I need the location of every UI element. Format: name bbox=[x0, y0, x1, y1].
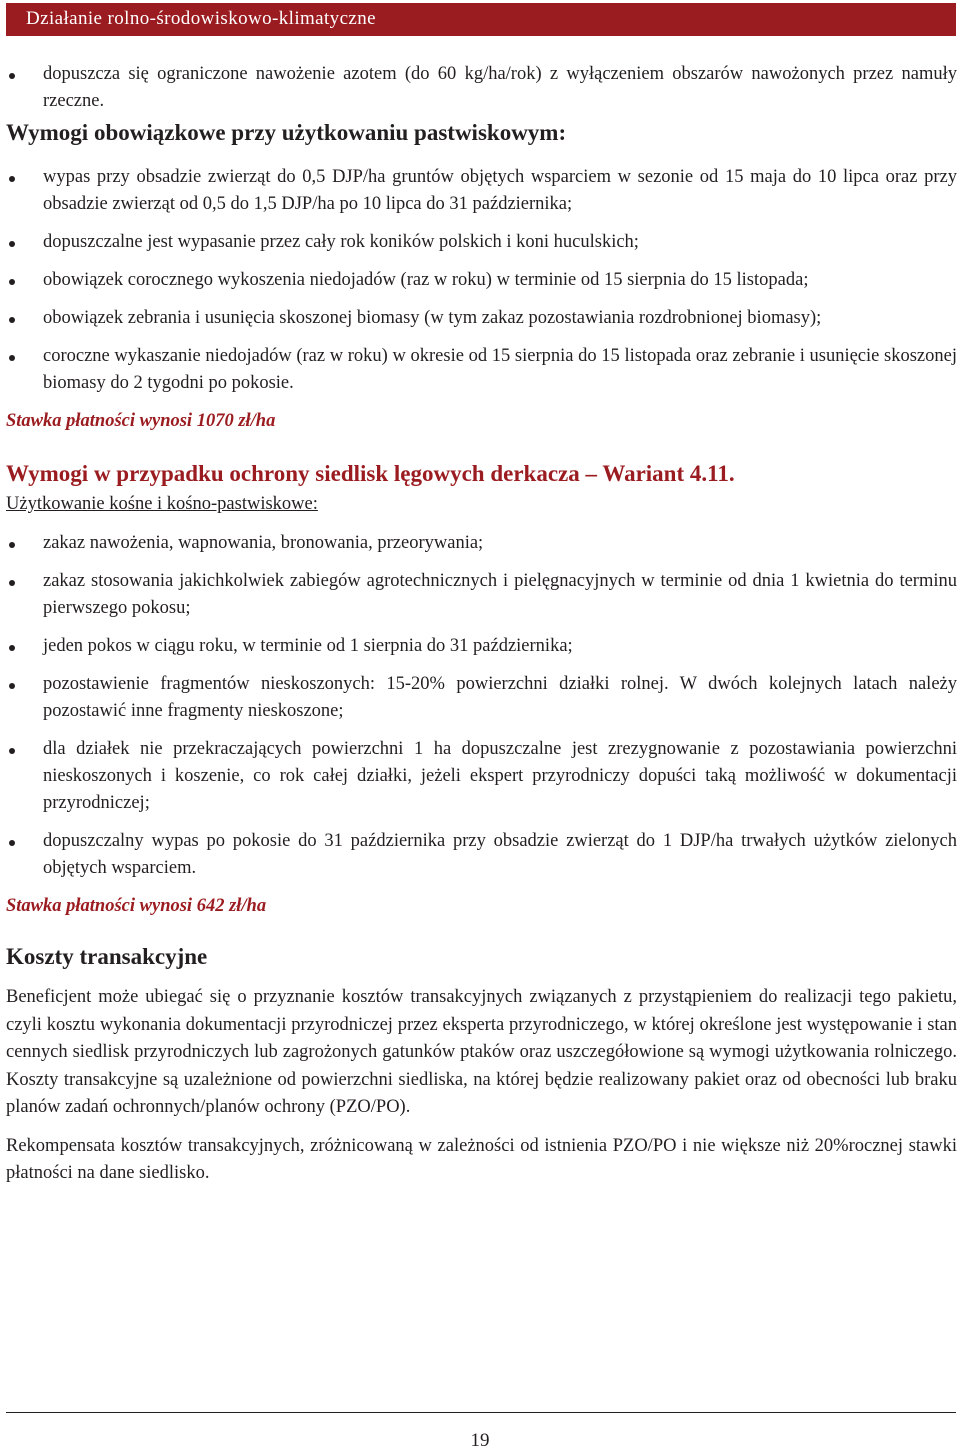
list-item-text: zakaz stosowania jakichkolwiek zabiegów agrotechnicznych i pielęgnacyjnych w terminie od dnia 1 kwietnia do terminu pierwszego pokosu; bbox=[43, 571, 957, 618]
list-item-text: obowiązek zebrania i usunięcia skoszonej biomasy (w tym zakaz pozostawiania rozdrobnionej biomasy); bbox=[43, 308, 822, 328]
payment-rate-pasture: Stawka płatności wynosi 1070 zł/ha bbox=[6, 411, 276, 431]
list-item bbox=[6, 229, 957, 256]
list-item bbox=[6, 530, 957, 557]
compensation-paragraph: Rekompensata kosztów transakcyjnych, zróżnicowaną w zależności od istnienia PZO/PO i nie większe niż 20%rocznej stawki płatności na dane siedlisko. bbox=[6, 1135, 957, 1183]
section-heading-corncrake: Wymogi w przypadku ochrony siedlisk lęgowych derkacza – Wariant 4.11. bbox=[6, 461, 735, 486]
header-bar bbox=[6, 3, 956, 36]
list-item bbox=[6, 164, 957, 218]
corncrake-list bbox=[6, 530, 957, 882]
list-item-text: pozostawienie fragmentów nieskoszonych: 15-20% powierzchni działki rolnej. W dwóch kolejnych latach należy pozostawić inne fragmenty nieskoszone; bbox=[43, 674, 957, 721]
list-item bbox=[6, 305, 957, 332]
list-item-text: dla działek nie przekraczających powierzchni 1 ha dopuszczalne jest zrezygnowanie z pozostawiania powierzchni nieskoszonych i koszenie, co rok całej działki, jeżeli ekspert przyrodniczy dopuści taką możliwość w dokumentacji przyrodniczej; bbox=[43, 739, 957, 813]
list-item-text: jeden pokos w ciągu roku, w terminie od 1 sierpnia do 31 października; bbox=[43, 636, 573, 656]
section-heading-costs: Koszty transakcyjne bbox=[6, 944, 208, 969]
list-item bbox=[6, 267, 957, 294]
list-item-text: dopuszcza się ograniczone nawożenie azotem (do 60 kg/ha/rok) z wyłączeniem obszarów nawożonych przez namuły rzeczne. bbox=[43, 64, 957, 111]
list-item bbox=[6, 61, 957, 115]
bullet-icon bbox=[9, 840, 15, 846]
list-item bbox=[6, 568, 957, 622]
list-item-text: zakaz nawożenia, wapnowania, bronowania, przeorywania; bbox=[43, 533, 484, 553]
bullet-icon bbox=[9, 317, 15, 323]
bullet-icon bbox=[9, 683, 15, 689]
list-item bbox=[6, 828, 957, 882]
list-item-text: coroczne wykaszanie niedojadów (raz w roku) w okresie od 15 sierpnia do 15 listopada oraz zebranie i usunięcie skoszonej biomasy do 2 tygodni po pokosie. bbox=[43, 346, 957, 393]
page-number: 19 bbox=[470, 1430, 490, 1451]
list-item bbox=[6, 736, 957, 817]
intro-list bbox=[6, 61, 957, 115]
bullet-icon bbox=[9, 73, 15, 79]
list-item bbox=[6, 671, 957, 725]
bullet-icon bbox=[9, 748, 15, 754]
costs-paragraph: Beneficjent może ubiegać się o przyznanie kosztów transakcyjnych związanych z przystąpieniem do realizacji tego pakietu, czyli kosztu wykonania dokumentacji przyrodniczej przez eksperta przyrodniczego, w której określone jest występowanie i stan cennych siedlisk przyrodniczych lub zagrożonych gatunków ptaków oraz uszczegółowione są wymogi użytkowania rolniczego. Koszty transakcyjne są uzależnione od powierzchni siedliska, na której będzie realizowany pakiet oraz od obecności lub braku planów zadań ochronnych/planów ochrony (PZO/PO). bbox=[6, 987, 957, 1117]
bullet-icon bbox=[9, 645, 15, 651]
list-item bbox=[6, 633, 957, 660]
list-item-text: dopuszczalne jest wypasanie przez cały rok koników polskich i koni huculskich; bbox=[43, 232, 639, 252]
section-heading-pasture: Wymogi obowiązkowe przy użytkowaniu pastwiskowym: bbox=[6, 120, 567, 145]
bullet-icon bbox=[9, 241, 15, 247]
bullet-icon bbox=[9, 279, 15, 285]
footer-divider bbox=[6, 1412, 956, 1413]
bullet-icon bbox=[9, 176, 15, 182]
list-item bbox=[6, 343, 957, 397]
pasture-list bbox=[6, 164, 957, 397]
bullet-icon bbox=[9, 355, 15, 361]
page-content bbox=[6, 61, 957, 1188]
header-title: Działanie rolno-środowiskowo-klimatyczne bbox=[26, 8, 376, 29]
bullet-icon bbox=[9, 580, 15, 586]
section-subheading-mowing: Użytkowanie kośne i kośno-pastwiskowe: bbox=[6, 494, 318, 514]
payment-rate-corncrake: Stawka płatności wynosi 642 zł/ha bbox=[6, 896, 267, 916]
bullet-icon bbox=[9, 542, 15, 548]
list-item-text: wypas przy obsadzie zwierząt do 0,5 DJP/ha gruntów objętych wsparciem w sezonie od 15 maja do 10 lipca oraz przy obsadzie zwierząt od 0,5 do 1,5 DJP/ha po 10 lipca do 31 października; bbox=[43, 167, 957, 214]
list-item-text: dopuszczalny wypas po pokosie do 31 października przy obsadzie zwierząt do 1 DJP/ha trwałych użytków zielonych objętych wsparciem. bbox=[43, 831, 957, 878]
list-item-text: obowiązek corocznego wykoszenia niedojadów (raz w roku) w terminie od 15 sierpnia do 15 listopada; bbox=[43, 270, 809, 290]
